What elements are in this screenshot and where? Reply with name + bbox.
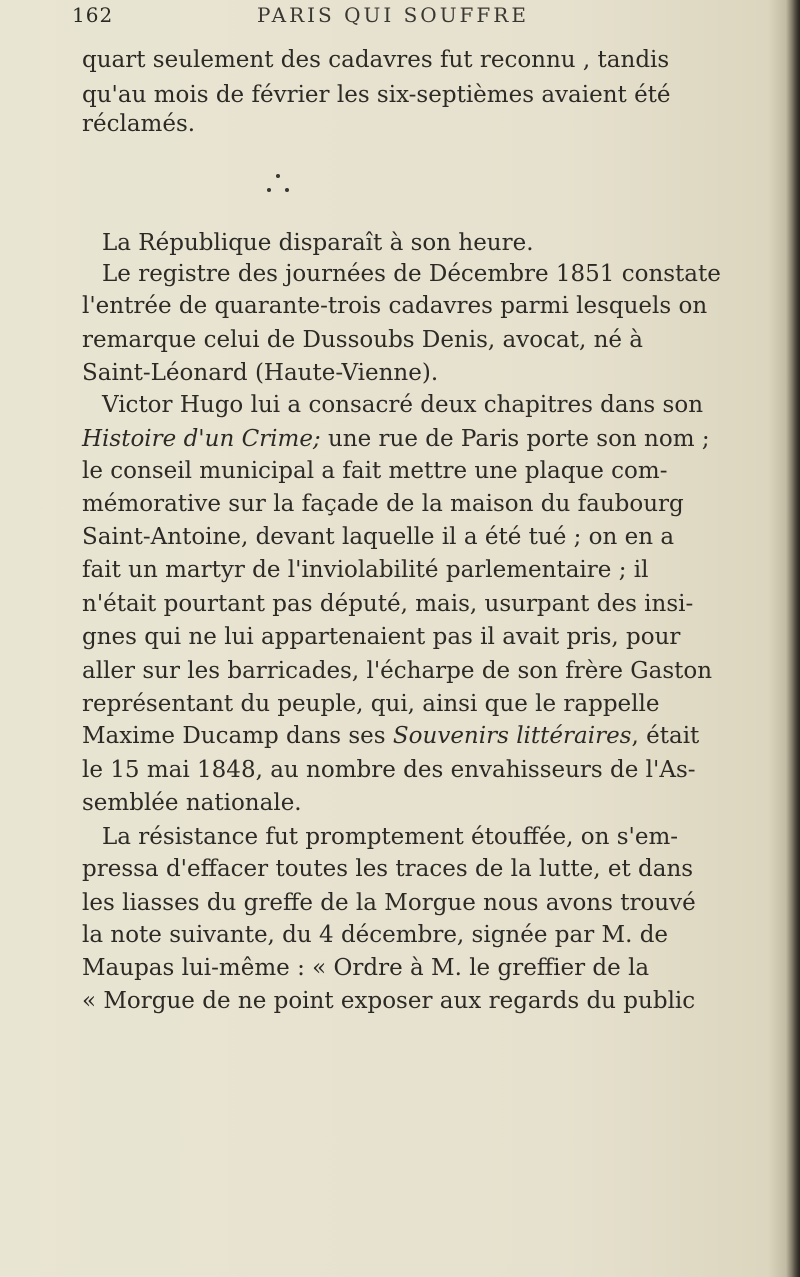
page-header [72, 3, 772, 33]
text-line: quart seulement des cadavres fut reconnu , tandis [82, 47, 670, 73]
running-title: PARIS QUI SOUFFRE [257, 3, 529, 27]
text-line: les liasses du greffe de la Morgue nous avons trouvé [82, 890, 696, 916]
text-line: Saint-Antoine, devant laquelle il a été tué ; on en a [82, 524, 675, 550]
text-segment: Maxime Ducamp dans ses [82, 723, 393, 749]
text-line: Maupas lui-même : « Ordre à M. le greffier de la [82, 955, 650, 981]
text-line [82, 720, 699, 752]
text-line: Le registre des journées de Décembre 1851 constate [102, 261, 721, 287]
text-line: gnes qui ne lui appartenaient pas il avait pris, pour [82, 624, 681, 650]
text-line: la note suivante, du 4 décembre, signée par M. de [82, 922, 669, 948]
page-number: 162 [72, 3, 114, 27]
page-edge-shadow [786, 0, 800, 1277]
text-line: La République disparaît à son heure. [102, 230, 534, 256]
text-line: qu'au mois de février les six-septièmes avaient été [82, 82, 671, 108]
text-line: semblée nationale. [82, 790, 302, 816]
text-line: pressa d'effacer toutes les traces de la lutte, et dans [82, 856, 694, 882]
text-line: le 15 mai 1848, au nombre des envahisseurs de l'As- [82, 757, 696, 783]
text-segment: , était [631, 723, 700, 749]
text-line: réclamés. [82, 111, 196, 137]
text-line: le conseil municipal a fait mettre une plaque com- [82, 458, 668, 484]
text-line: fait un martyr de l'inviolabilité parlementaire ; il [82, 557, 649, 583]
text-segment: une rue de Paris porte son nom ; [320, 426, 710, 452]
text-line: remarque celui de Dussoubs Denis, avocat, né à [82, 327, 644, 353]
book-title-italic: Histoire d'un Crime; [82, 426, 321, 452]
text-line: l'entrée de quarante-trois cadavres parmi lesquels on [82, 293, 708, 319]
text-line: Victor Hugo lui a consacré deux chapitres dans son [102, 392, 704, 418]
section-divider [258, 172, 298, 200]
text-line: n'était pourtant pas député, mais, usurpant des insi- [82, 591, 694, 617]
text-line: La résistance fut promptement étouffée, on s'em- [102, 824, 679, 850]
text-line: aller sur les barricades, l'écharpe de son frère Gaston [82, 658, 713, 684]
book-title-italic: Souvenirs littéraires [392, 723, 632, 749]
text-line: représentant du peuple, qui, ainsi que le rappelle [82, 691, 660, 717]
text-line: « Morgue de ne point exposer aux regards du public [82, 988, 696, 1014]
text-line: mémorative sur la façade de la maison du faubourg [82, 491, 684, 517]
text-line: Saint-Léonard (Haute-Vienne). [82, 360, 439, 386]
text-line [82, 423, 710, 455]
